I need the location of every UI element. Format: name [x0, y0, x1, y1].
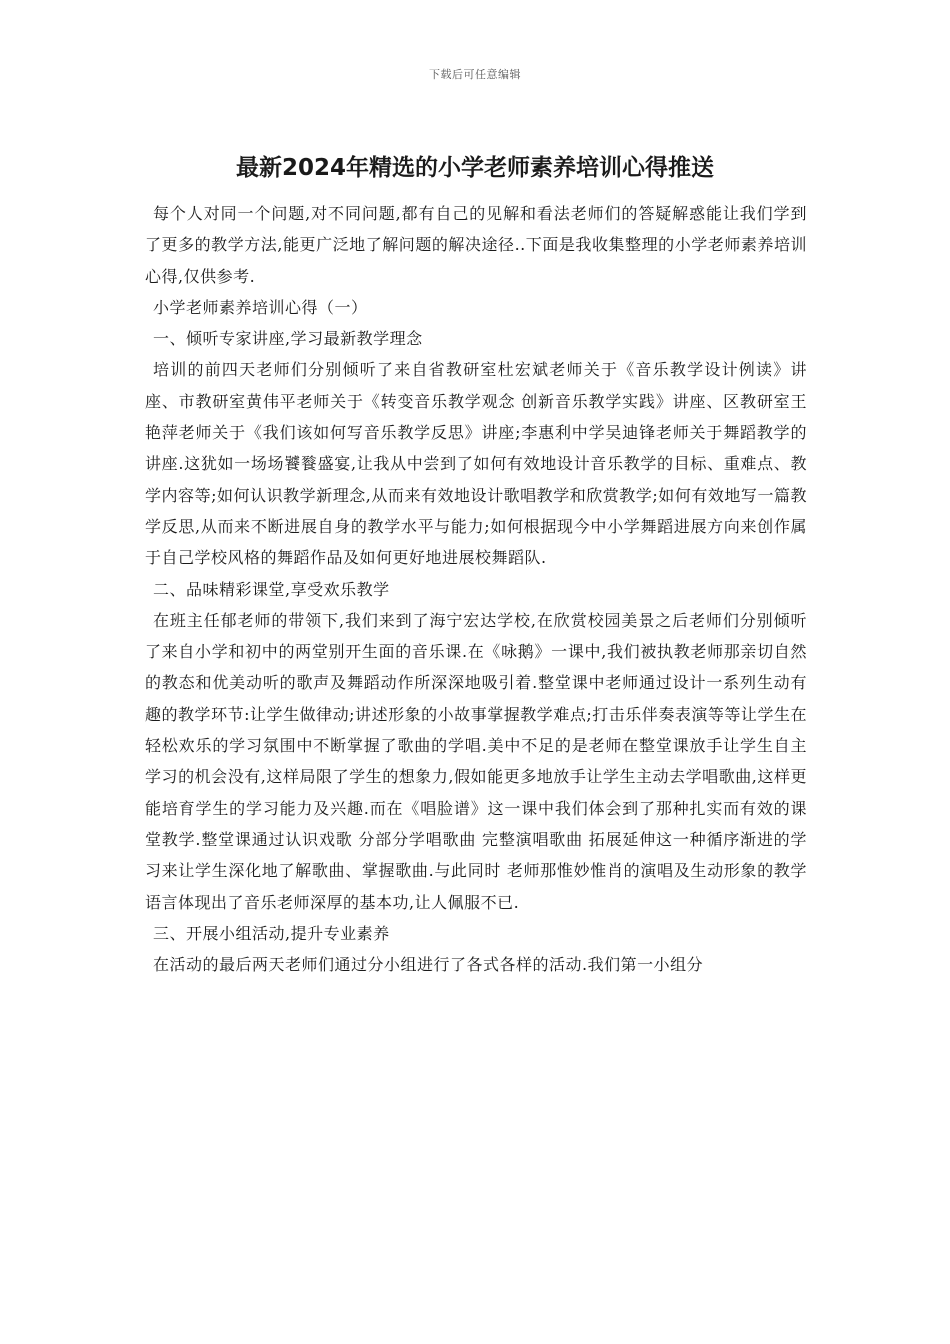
section-title: 小学老师素养培训心得（一） [153, 297, 368, 317]
intro-paragraph: 每个人对同一个问题,对不同问题,都有自己的见解和看法老师们的答疑解惑能让我们学到了更多的教学方法,能更广泛地了解问题的解决途径..下面是我收集整理的小学老师素养培训心得,仅供参考. [145, 204, 807, 286]
subheading-1: 一、倾听专家讲座,学习最新教学理念 [153, 329, 423, 349]
subheading-2: 二、品味精彩课堂,享受欢乐教学 [153, 579, 390, 599]
document-body [145, 198, 807, 980]
paragraph-2: 在班主任郁老师的带领下,我们来到了海宁宏达学校,在欣赏校园美景之后老师们分别倾听了来自小学和初中的两堂别开生面的音乐课.在《咏鹅》一课中,我们被执教老师那亲切自然的教态和优美动听的歌声及舞蹈动作所深深地吸引着.整堂课中老师通过设计一系列生动有趣的教学环节:让学生做律动;讲述形象的小故事掌握教学难点;打击乐伴奏表演等等让学生在轻松欢乐的学习氛围中不断掌握了歌曲的学唱.美中不足的是老师在整堂课放手让学生自主学习的机会没有,这样局限了学生的想象力,假如能更多地放手让学生主动去学唱歌曲,这样更能培育学生的学习能力及兴趣.而在《唱脸谱》这一课中我们体会到了那种扎实而有效的课堂教学.整堂课通过认识戏歌 分部分学唱歌曲 完整演唱歌曲 拓展延伸这一种循序渐进的学习来让学生深化地了解歌曲、掌握歌曲.与此同时 老师那惟妙惟肖的演唱及生动形象的教学语言体现出了音乐老师深厚的基本功,让人佩服不已. [145, 610, 807, 912]
subheading-3: 三、开展小组活动,提升专业素养 [153, 923, 390, 943]
document-title: 最新2024年精选的小学老师素养培训心得推送 [235, 155, 714, 181]
paragraph-1: 培训的前四天老师们分别倾听了来自省教研室杜宏斌老师关于《音乐教学设计例读》讲座、市教研室黄伟平老师关于《转变音乐教学观念 创新音乐教学实践》讲座、区教研室王艳萍老师关于《我们该如何写音乐教学反思》讲座;李惠利中学吴迪锋老师关于舞蹈教学的讲座.这犹如一场场饕餮盛宴,让我从中尝到了如何有效地设计音乐教学的目标、重难点、教学内容等;如何认识教学新理念,从而来有效地设计歌唱教学和欣赏教学;如何有效地写一篇教学反思,从而来不断进展自身的教学水平与能力;如何根据现今中小学舞蹈进展方向来创作属于自己学校风格的舞蹈作品及如何更好地进展校舞蹈队. [145, 360, 807, 568]
header-note: 下载后可任意编辑 [429, 68, 521, 81]
paragraph-3: 在活动的最后两天老师们通过分小组进行了各式各样的活动.我们第一小组分 [153, 955, 704, 975]
